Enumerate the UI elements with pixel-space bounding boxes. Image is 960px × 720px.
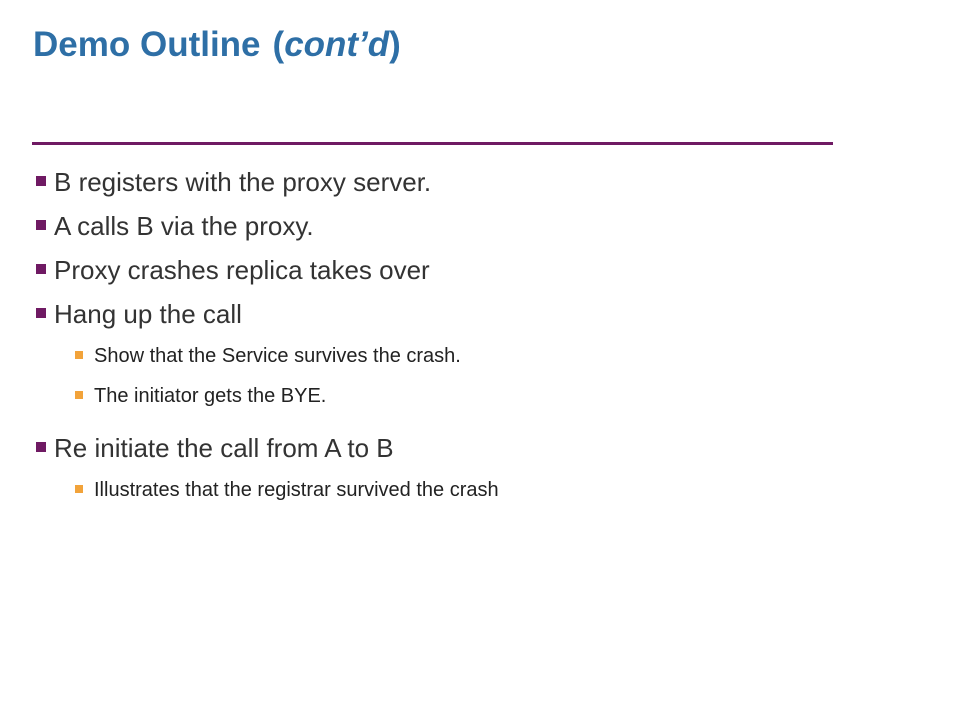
square-bullet-icon	[36, 220, 46, 230]
square-bullet-icon	[36, 176, 46, 186]
title-paren-italic: cont’d	[284, 25, 390, 64]
bullet-item	[36, 294, 916, 338]
title-divider	[32, 142, 833, 145]
bullet-text: Proxy crashes replica takes over	[54, 255, 430, 285]
bullet-item	[36, 428, 916, 472]
sub-bullet-item	[36, 378, 916, 418]
title-paren-open: (	[272, 25, 285, 64]
square-bullet-icon	[36, 264, 46, 274]
square-sub-bullet-icon	[75, 351, 83, 359]
bullet-text: Re initiate the call from A to B	[54, 433, 394, 463]
sub-bullet-text: Illustrates that the registrar survived the crash	[94, 479, 499, 501]
bullet-text: Hang up the call	[54, 299, 242, 329]
square-bullet-icon	[36, 442, 46, 452]
sub-bullet-text: Show that the Service survives the crash.	[94, 345, 461, 367]
bullet-item	[36, 206, 916, 250]
square-sub-bullet-icon	[75, 391, 83, 399]
bullet-text: B registers with the proxy server.	[54, 167, 432, 197]
bullet-item	[36, 162, 916, 206]
sub-bullet-item	[36, 338, 916, 378]
slide-title	[33, 24, 401, 66]
square-bullet-icon	[36, 308, 46, 318]
title-paren-close: )	[389, 25, 401, 64]
bullet-list	[36, 162, 916, 512]
bullet-text: A calls B via the proxy.	[54, 211, 314, 241]
sub-bullet-text: The initiator gets the BYE.	[94, 385, 327, 407]
sub-bullet-item	[36, 472, 916, 512]
square-sub-bullet-icon	[75, 485, 83, 493]
title-main: Demo Outline	[33, 25, 261, 64]
bullet-item	[36, 250, 916, 294]
